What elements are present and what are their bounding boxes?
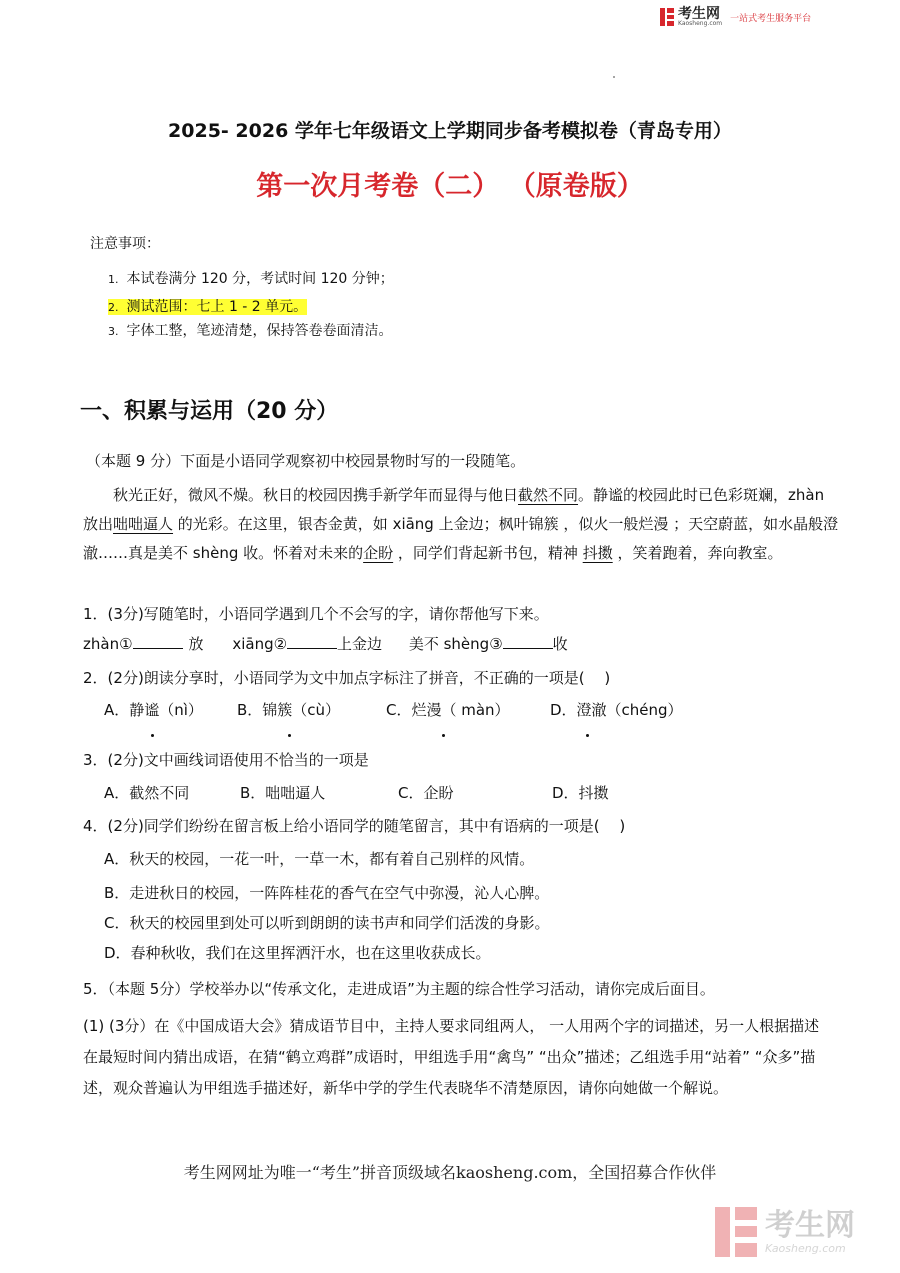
watermark: [715, 1207, 855, 1257]
underlined-word: 咄咄逼人: [113, 515, 174, 533]
question-2: 2．(2分)朗读分享时，小语同学为文中加点字标注了拼音，不正确的一项是( ): [83, 669, 611, 687]
exam-title: 2025- 2026 学年七年级语文上学期同步备考模拟卷（青岛专用）: [168, 120, 732, 142]
option[interactable]: C．企盼: [398, 784, 454, 802]
emphasis-dot: [586, 734, 589, 737]
note-item-highlighted: 2. 测试范围：七上 1 - 2 单元。: [108, 299, 308, 315]
option[interactable]: D．澄澈（chéng）: [550, 701, 683, 719]
notes-heading: 注意事项：: [90, 236, 160, 252]
logo-domain: Kaosheng.com: [678, 19, 723, 27]
question-intro: （本题 9 分）下面是小语同学观察初中校园景物时写的一段随笔。: [86, 452, 526, 470]
question-5-sub1: (1) (3分）在《中国成语大会》猜成语节目中，主持人要求同组两人， 一人用两个字的词描述，另一人根据描述在最短时间内猜出成语，在猜“鹤立鸡群”成语时，甲组选手用“禽鸟” “出众”描述；乙组选手用“站着” “众多”描述，观众普遍认为甲组选手描述好，新华中学的学生代表晓华不清楚原因，请你向她做一个解说。: [83, 1017, 820, 1097]
underlined-word: 抖擞: [582, 544, 613, 562]
answer-blank[interactable]: [133, 634, 183, 649]
question-5: 5．（本题 5分）学校举办以“传承文化，走进成语”为主题的综合性学习活动，请你完成后面目。: [83, 980, 715, 998]
question-1: 1．(3分)写随笔时，小语同学遇到几个不会写的字，请你帮他写下来。: [83, 605, 549, 623]
watermark-text: 考生网: [765, 1207, 855, 1243]
option[interactable]: B．锦簇（cù）: [237, 701, 341, 719]
option[interactable]: B．走进秋日的校园，一阵阵桂花的香气在空气中弥漫，沁人心脾。: [104, 884, 550, 902]
emphasis-dot: [288, 734, 291, 737]
option[interactable]: B．咄咄逼人: [240, 784, 326, 802]
decorative-dot: [613, 76, 615, 78]
logo-text: 考生网: [678, 5, 720, 22]
option[interactable]: A．截然不同: [104, 784, 190, 802]
logo-slogan: 一站式考生服务平台: [730, 13, 812, 24]
question-4: 4．(2分)同学们纷纷在留言板上给小语同学的随笔留言，其中有语病的一项是( ): [83, 817, 626, 835]
footer-text: 考生网网址为唯一“考生”拼音顶级域名kaosheng.com，全国招募合作伙伴: [183, 1163, 717, 1182]
underlined-word: 截然不同: [518, 486, 579, 504]
emphasis-dot: [442, 734, 445, 737]
brand-logo[interactable]: [660, 6, 811, 28]
reading-passage: 秋光正好，微风不燥。秋日的校园因携手新学年而显得与他日截然不同。静谧的校园此时已色彩斑斓，zhàn 放出咄咄逼人 的光彩。在这里，银杏金黄，如 xiāng 上金边；枫叶锦簇 ，似火一般烂漫 ；天空蔚蓝，如水晶般澄澈……真是美不 shèng 收。怀着对未来的企盼 ，同学们背起新书包，精神 抖擞 ，笑着跑着，奔向教室。: [83, 486, 839, 562]
kaosheng-watermark-icon: [715, 1207, 759, 1257]
option[interactable]: A．秋天的校园，一花一叶，一草一木，都有着自己别样的风情。: [104, 850, 535, 868]
option[interactable]: A．静谧（nì）: [104, 701, 203, 719]
emphasis-dot: [151, 734, 154, 737]
option[interactable]: D．春种秋收，我们在这里挥洒汗水，也在这里收获成长。: [104, 944, 491, 962]
note-item: 3. 字体工整，笔迹清楚，保持答卷卷面清洁。: [108, 323, 393, 339]
underlined-word: 企盼: [363, 544, 394, 562]
option[interactable]: D．抖擞: [552, 784, 609, 802]
section-heading: 一、积累与运用（20 分）: [80, 399, 339, 424]
answer-blank[interactable]: [287, 634, 337, 649]
note-item: 1. 本试卷满分 120 分，考试时间 120 分钟；: [108, 271, 394, 287]
watermark-domain: Kaosheng.com: [765, 1241, 846, 1255]
question-3: 3．(2分)文中画线词语使用不恰当的一项是: [83, 751, 369, 769]
option[interactable]: C．秋天的校园里到处可以听到朗朗的读书声和同学们活泼的身影。: [104, 914, 550, 932]
answer-blank[interactable]: [503, 634, 553, 649]
exam-subtitle: 第一次月考卷（二） （原卷版）: [256, 171, 644, 202]
option[interactable]: C．烂漫（ màn）: [386, 701, 510, 719]
question-1-blanks: zhàn① 放 xiāng② 上金边 美不 shèng③ 收: [83, 635, 568, 653]
kaosheng-logo-icon: [660, 8, 674, 26]
